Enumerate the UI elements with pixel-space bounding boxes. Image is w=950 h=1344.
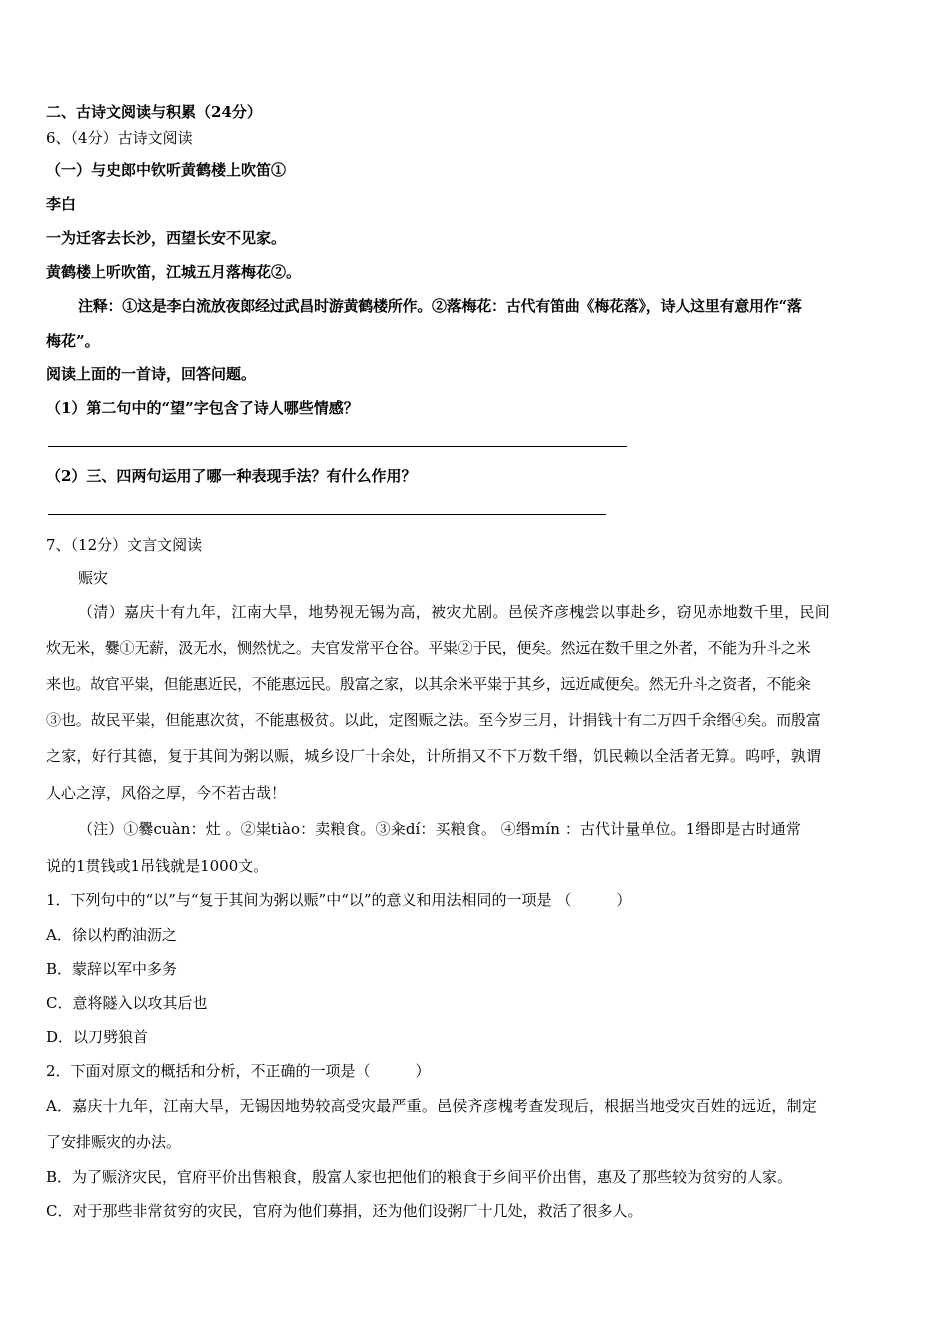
answer-line-1[interactable] (48, 446, 627, 447)
passage-notes-2: 说的1贯钱或1吊钱就是1000文。 (46, 857, 269, 875)
q6-instruction: 阅读上面的一首诗，回答问题。 (46, 365, 257, 383)
poem-line-1: 一为迁客去长沙，西望长安不见家。 (46, 229, 287, 247)
passage-line-2: 炊无米，爨①无薪，汲无水，恻然忧之。夫官发常平仓谷。平粜②于民，便矣。然远在数千里之外者，不能为升斗之米 (46, 639, 811, 657)
section-title: 二、古诗文阅读与积累（24分） (46, 103, 262, 121)
passage-line-1: （清）嘉庆十有九年，江南大旱，地势视无锡为高，被灾尤剧。邑侯齐彦槐尝以事赴乡，窃见赤地数千里，民间 (78, 603, 831, 621)
mc2-option-c[interactable]: C．对于那些非常贫穷的灾民，官府为他们募捐，还为他们设粥厂十几处，救活了很多人。 (46, 1202, 643, 1220)
passage-line-5: 之家，好行其德，复于其间为粥以赈，城乡设厂十余处，计所捐又不下万数千缗，饥民赖以全活者无算。呜呼，孰谓 (46, 747, 822, 765)
q7-header: 7、（12分）文言文阅读 (46, 536, 203, 554)
mc2-option-b[interactable]: B．为了赈济灾民，官府平价出售粮食，殷富人家也把他们的粮食于乡间平价出售，惠及了那些较为贫穷的人家。 (46, 1168, 793, 1186)
answer-line-2[interactable] (48, 514, 606, 515)
mc1-option-d[interactable]: D．以刀劈狼首 (46, 1028, 149, 1046)
mc2-option-a-line-1[interactable]: A．嘉庆十九年，江南大旱，无锡因地势较高受灾最严重。邑侯齐彦槐考查发现后，根据当地受灾百姓的远近，制定 (46, 1097, 818, 1115)
mc2-stem: 2．下面对原文的概括和分析，不正确的一项是（ ） (46, 1062, 431, 1080)
mc1-option-b[interactable]: B．蒙辞以军中多务 (46, 960, 178, 978)
q6-subquestion-2: （2）三、四两句运用了哪一种表现手法？有什么作用？ (46, 467, 417, 485)
passage-title: 赈灾 (78, 569, 109, 587)
passage-line-3: 来也。故官平粜，但能惠近民，不能惠远民。殷富之家，以其余米平粜于其乡，远近咸便矣。然无升斗之资者，不能籴 (46, 675, 811, 693)
poem-title: （一）与史郎中钦听黄鹤楼上吹笛① (46, 161, 287, 179)
passage-line-6: 人心之淳，风俗之厚，今不若古哉！ (46, 784, 287, 802)
passage-notes-1: （注）①爨cuàn：灶 。②粜tiào：卖粮食。③籴dí：买粮食。 ④缗mín ：古代计量单位。1缗即是古时通常 (78, 820, 801, 838)
q6-subquestion-1: （1）第二句中的“望”字包含了诗人哪些情感？ (46, 399, 359, 417)
poem-note-2: 梅花”。 (46, 332, 100, 350)
poem-note-1: 注释：①这是李白流放夜郎经过武昌时游黄鹤楼所作。②落梅花：古代有笛曲《梅花落》，诗人这里有意用作“落 (78, 297, 802, 315)
mc1-option-c[interactable]: C．意将隧入以攻其后也 (46, 994, 208, 1012)
mc1-option-a[interactable]: A．徐以杓酌油沥之 (46, 926, 177, 944)
q6-header: 6、（4分）古诗文阅读 (46, 129, 193, 147)
mc2-option-a-line-2[interactable]: 了安排赈灾的办法。 (46, 1133, 182, 1151)
passage-line-4: ③也。故民平粜，但能惠次贫，不能惠极贫。以此，定图赈之法。至今岁三月，计捐钱十有二万四千余缗④矣。而殷富 (46, 711, 821, 729)
mc1-stem: 1．下列句中的“以”与“复于其间为粥以赈”中“以”的意义和用法相同的一项是 （ ） (46, 891, 632, 909)
poem-line-2: 黄鹤楼上听吹笛，江城五月落梅花②。 (46, 263, 302, 281)
poem-author: 李白 (46, 195, 77, 213)
